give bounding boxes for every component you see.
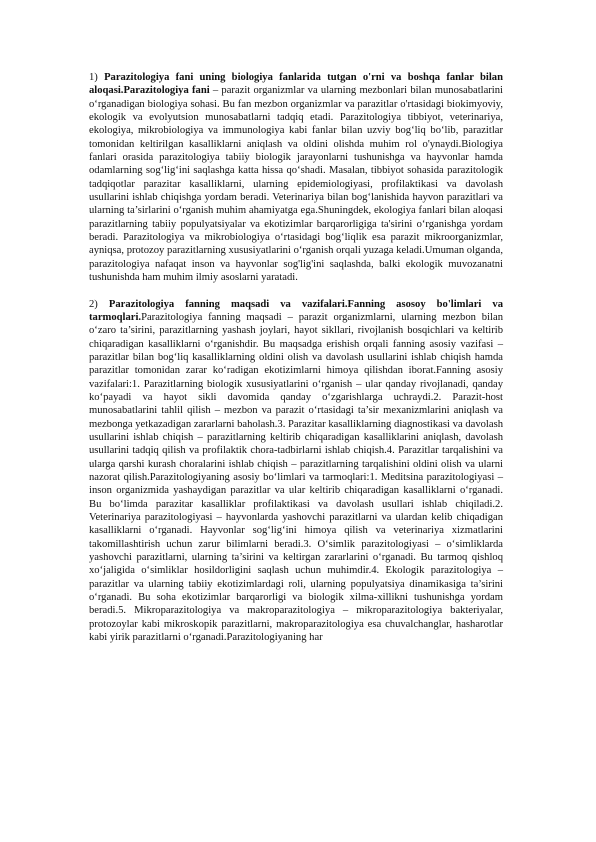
section-2-heading: Parazitologiya fanning maqsadi va vazifalari.Fanning asosoy bo'limlari va tarmoqlari. [89, 298, 503, 323]
document-page [89, 71, 503, 657]
section-1-term: Parazitologiya fani [123, 85, 210, 97]
section-1-heading: Parazitologiya fani uning biologiya fanlarida tutgan o'rni va boshqa fanlar bilan aloqasi. [89, 72, 503, 97]
section-2 [89, 298, 503, 645]
section-1-body: – parazit organizmlar va ularning mezbonlari bilan munosabatlarini o‘rganadigan biologiya sohasi. Bu fan mezbon organizmlar va parazitlar o'rtasidagi biokimyoviy, ekologik va evolyutsion munosabatlarni tadqiq etadi. Parazitologiya tibbiyot, veterinariya, ekologiya, mikrobiologiya va immunologiya kabi fanlar bilan uzviy bog‘liq bo‘lib, parazitlar tomonidan keltirilgan kasalliklarni aniqlash va oldini olishda muhim rol o'ynaydi.Biologiya fanlari orasida parazitologiya tabiiy biologik jarayonlarni tushunishga va hayvonlar hamda odamlarning sog‘lig‘ini saqlashga katta hissa qo‘shadi. Masalan, tibbiyot sohasida parazitologik tadqiqotlar parazitar kasalliklarni, ularning epidemiologiyasi, profilaktikasi va davolash usullarini ishlab chiqishga yordam beradi. Veterinariya bilan bog‘lanishida hayvon parazitlari va ularning ta’sirlarini o‘rganish muhim ahamiyatga ega.Shuningdek, ekologiya fanlari bilan aloqasi parazitlarning tabiiy populyatsiyalar va ekotizimlar barqarorligiga ta'sirini o‘rganishga yordam beradi. Parazitologiya va mikrobiologiya o‘rtasidagi bog‘liqlik esa parazit mikroorganizmlar, ayniqsa, protozoy parazitlarning xususiyatlarini o‘rganish orqali yuzaga keladi.Umuman olganda, parazitologiya nafaqat inson va hayvonlar sog'lig'ini saqlashda, balki ekologik muvozanatni tushunishda ham muhim ilmiy asoslarni yaratadi. [89, 85, 503, 284]
section-2-body: Parazitologiya fanning maqsadi – parazit organizmlarni, ularning mezbon bilan o‘zaro ta’sirini, parazitlarning yashash joylari, hayot sikllari, rivojlanish bosqichlari va keltirib chiqaradigan kasalliklarni o‘rganishdir. Bu maqsadga erishish orqali fanning asosiy vazifasi – parazitlar bilan bog‘liq kasalliklarning oldini olish va davolash usullarini ishlab chiqish hamda parazitlar tomonidan zarar ko‘radigan ekotizimlarni himoya qilishdan iborat.Fanning asosiy vazifalari:1. Parazitlarning biologik xususiyatlarini o‘rganish – ular qanday rivojlanadi, qanday ko‘payadi va hayot sikli davomida qanday o‘zgarishlarga uchraydi.2. Parazit-host munosabatlarini tahlil qilish – mezbon va parazit o‘rtasidagi ta’sir mexanizmlarini aniqlash va mezbonga yetkazadigan zararlarni baholash.3. Parazitar kasalliklarning diagnostikasi va davolash usullarini ishlab chiqish – parazitlarning keltirib chiqaradigan kasalliklarini aniqlash, davolash usullarini tadqiq qilish va profilaktik chora-tadbirlarni ishlab chiqish.4. Parazitlar tarqalishini va ularga qarshi kurash choralarini ishlab chiqish – parazitlarning tarqalishini oldini olish va ularni nazorat qilish.Parazitologiyaning asosiy bo‘limlari va tarmoqlari:1. Meditsina parazitologiyasi – inson organizmida yashaydigan parazitlar va ular keltirib chiqaradigan kasalliklarni o‘rganadi. Bu bo‘limda parazitar kasalliklar profilaktikasi va davolash usullari ishlab chiqiladi.2. Veterinariya parazitologiyasi – hayvonlarda yashovchi parazitlarni va ulardan kelib chiqadigan kasalliklarni o‘rganadi. Hayvonlar sog‘lig‘ini himoya qilish va veterinariya xizmatlarini takomillashtirish uchun zarur bilimlarni beradi.3. O‘simlik parazitologiyasi – o‘simliklarda yashovchi parazitlarni, ularning ta’sirini va keltirgan zararlarini o‘rganadi. Bu tarmoq qishloq xo‘jaligida o‘simliklar hosildorligini saqlash uchun muhimdir.4. Ekologik parazitologiya – parazitlar va ularning tabiiy ekotizimlardagi roli, ularning populyatsiya dinamikasiga ta’sirini o‘rganadi. Bu soha ekotizimlar barqarorligi va biologik xilma-xillikni tushunishga yordam beradi.5. Mikroparazitologiya va makroparazitologiya – mikroparazitologiya bakteriyalar, protozoylar kabi mikroskopik parazitlarni, makroparazitologiya esa chuvalchanglar, hasharotlar kabi yirik parazitlarni o‘rganadi.Parazitologiyaning har [89, 311, 503, 644]
section-2-number: 2) [89, 298, 98, 310]
section-1 [89, 71, 503, 285]
section-1-number: 1) [89, 72, 98, 83]
